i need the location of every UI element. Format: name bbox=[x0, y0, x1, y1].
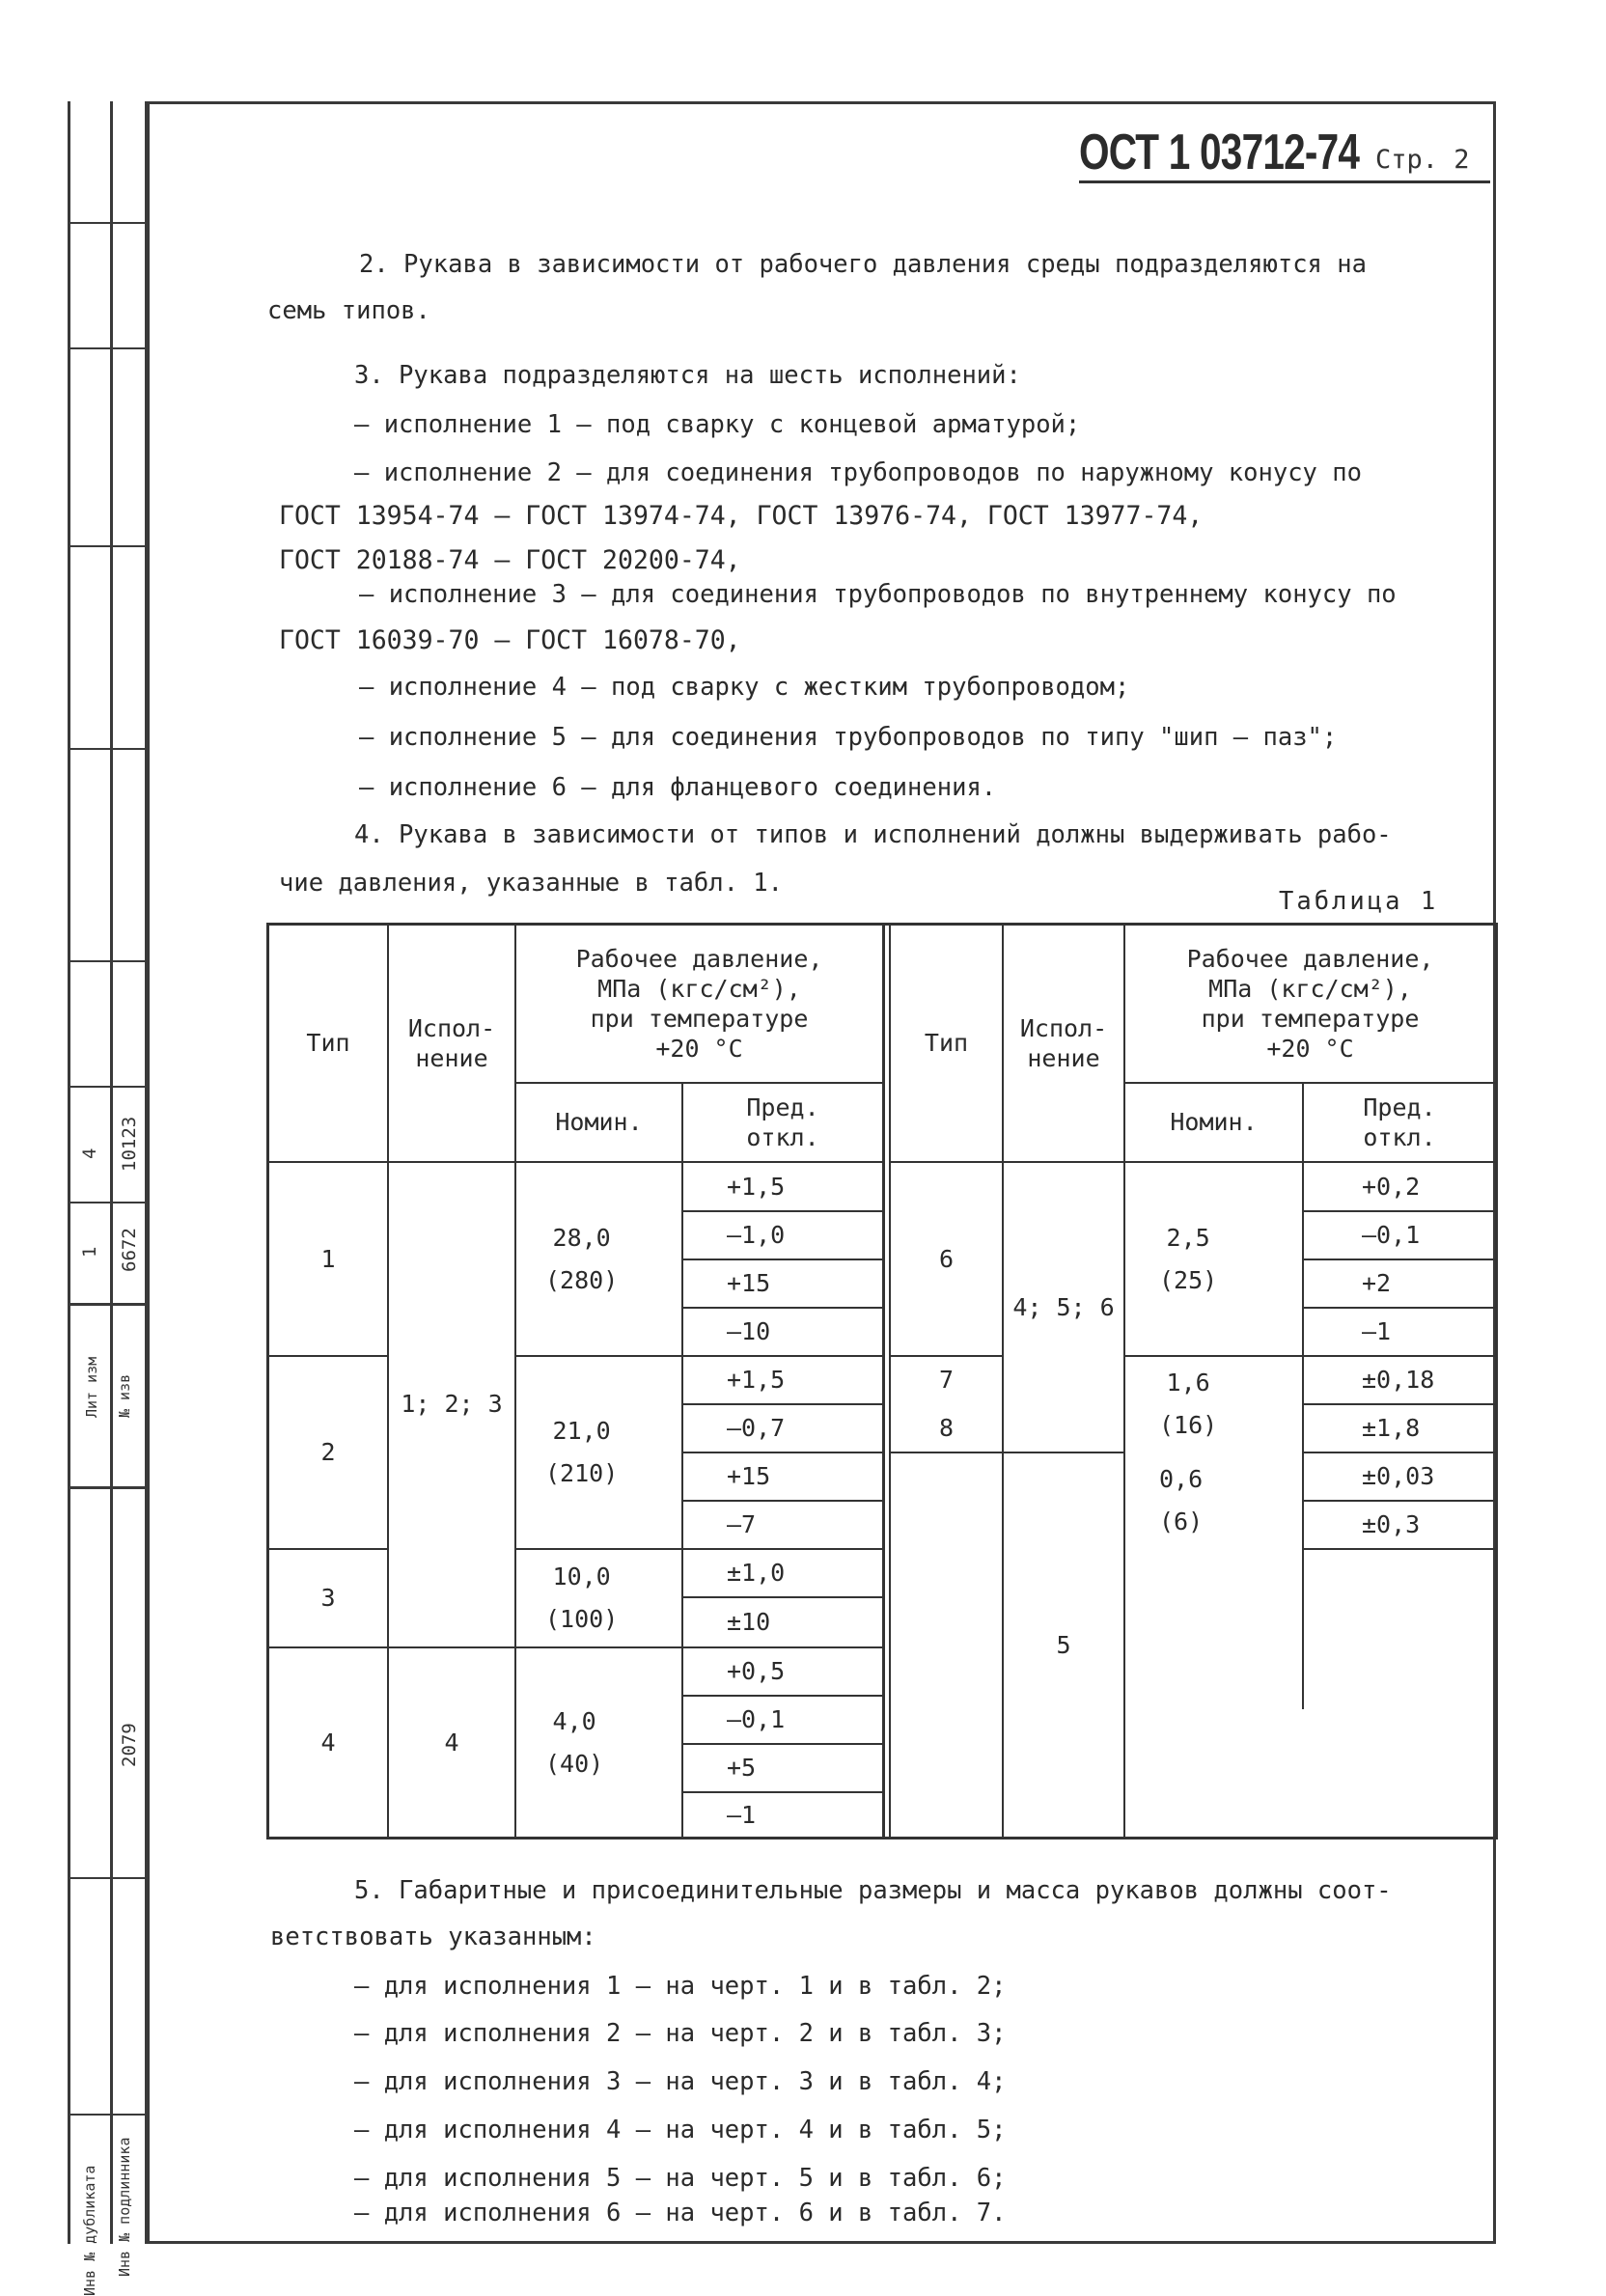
cell-nominal: 0,6 (6) bbox=[1159, 1465, 1204, 1535]
paragraph-line: – для исполнения 3 – на черт. 3 и в табл. 4; bbox=[354, 2067, 1007, 2096]
paragraph-line: ГОСТ 16039-70 – ГОСТ 16078-70, bbox=[279, 625, 741, 655]
cell-deviation: +15 bbox=[727, 1462, 771, 1491]
binding-strip bbox=[68, 101, 147, 2296]
table-caption: Таблица 1 bbox=[1279, 887, 1439, 916]
paragraph-line: семь типов. bbox=[267, 296, 430, 325]
cell-deviation: +15 bbox=[727, 1269, 771, 1298]
paragraph-line: – исполнение 2 – для соединения трубопроводов по наружному конусу по bbox=[354, 458, 1362, 487]
cell-deviation: –10 bbox=[727, 1317, 771, 1346]
cell-deviation: +1,5 bbox=[727, 1366, 786, 1395]
strip-sheet-no: 1 bbox=[79, 1246, 100, 1258]
paragraph-line: – исполнение 3 – для соединения трубопроводов по внутреннему конусу по bbox=[359, 580, 1397, 609]
header-nominal: Номин. bbox=[555, 1108, 643, 1137]
paragraph-line: – исполнение 4 – под сварку с жестким трубопроводом; bbox=[359, 673, 1130, 702]
paragraph-line: – исполнение 6 – для фланцевого соединения. bbox=[359, 773, 997, 802]
cell-deviation: –0,7 bbox=[727, 1414, 786, 1443]
cell-nominal: 21,0 (210) bbox=[545, 1417, 619, 1487]
pressure-table bbox=[266, 923, 1498, 1840]
cell-deviation: +0,5 bbox=[727, 1657, 786, 1686]
header-rule bbox=[1079, 180, 1490, 183]
paragraph-line: 2. Рукава в зависимости от рабочего давления среды подразделяются на bbox=[359, 250, 1367, 279]
cell-type: 1 bbox=[320, 1244, 336, 1273]
strip-doc-no: 6672 bbox=[119, 1228, 140, 1272]
header-variant: Испол- нение bbox=[407, 1013, 496, 1072]
cell-variant: 5 bbox=[1056, 1630, 1071, 1659]
paragraph-line: – для исполнения 2 – на черт. 2 и в табл. 3; bbox=[354, 2019, 1007, 2048]
cell-deviation: –1 bbox=[727, 1800, 757, 1829]
cell-type: 7 bbox=[938, 1366, 955, 1395]
cell-variant: 1; 2; 3 bbox=[401, 1390, 503, 1419]
header-deviation: Пред. откл. bbox=[746, 1093, 819, 1151]
cell-deviation: –0,1 bbox=[1362, 1221, 1421, 1250]
cell-deviation: ±1,0 bbox=[727, 1559, 786, 1588]
cell-type: 2 bbox=[320, 1438, 336, 1467]
paragraph-line: – для исполнения 5 – на черт. 5 и в табл. 6; bbox=[354, 2164, 1007, 2193]
strip-label-notice: № изв bbox=[116, 1373, 133, 1418]
paragraph-line: ветствовать указанным: bbox=[270, 1923, 596, 1951]
cell-variant: 4 bbox=[444, 1728, 459, 1757]
paragraph-line: 3. Рукава подразделяются на шесть исполнений: bbox=[354, 361, 1021, 390]
cell-type: 6 bbox=[938, 1244, 955, 1273]
paragraph-line: чие давления, указанные в табл. 1. bbox=[279, 869, 783, 898]
paragraph-line: 5. Габаритные и присоединительные размеры и масса рукавов должны соот- bbox=[354, 1876, 1392, 1905]
header-pressure: Рабочее давление, МПа (кгс/см²), при температуре +20 °С bbox=[575, 944, 823, 1064]
paragraph-line: ГОСТ 13954-74 – ГОСТ 13974-74, ГОСТ 13976-74, ГОСТ 13977-74, bbox=[279, 501, 1204, 531]
paragraph-line: 4. Рукава в зависимости от типов и исполнений должны выдерживать рабо- bbox=[354, 820, 1392, 849]
paragraph-line: – исполнение 1 – под сварку с концевой арматурой; bbox=[354, 410, 1081, 439]
strip-notice-no: 10123 bbox=[119, 1116, 140, 1172]
cell-deviation: ±0,03 bbox=[1362, 1462, 1435, 1491]
cell-deviation: ±0,18 bbox=[1362, 1366, 1435, 1395]
cell-nominal: 2,5 (25) bbox=[1159, 1223, 1218, 1294]
header-type: Тип bbox=[924, 1029, 969, 1058]
cell-type: 8 bbox=[938, 1414, 955, 1443]
cell-deviation: –0,1 bbox=[727, 1705, 786, 1734]
cell-deviation: ±0,3 bbox=[1362, 1510, 1421, 1539]
cell-variant: 4; 5; 6 bbox=[1012, 1292, 1115, 1321]
strip-inv-dubl: 2079 bbox=[119, 1723, 140, 1767]
header-nominal: Номин. bbox=[1170, 1108, 1258, 1137]
document-code: ОСТ 1 03712-74 bbox=[1079, 124, 1360, 180]
cell-deviation: ±1,8 bbox=[1362, 1414, 1421, 1443]
cell-deviation: +1,5 bbox=[727, 1172, 786, 1201]
cell-nominal: 28,0 (280) bbox=[545, 1223, 619, 1294]
cell-nominal: 10,0 (100) bbox=[545, 1563, 619, 1633]
cell-deviation: +2 bbox=[1362, 1269, 1392, 1298]
cell-deviation: ±10 bbox=[727, 1608, 771, 1637]
cell-type: 3 bbox=[320, 1584, 336, 1613]
paragraph-line: – для исполнения 6 – на черт. 6 и в табл. 7. bbox=[354, 2199, 1007, 2227]
cell-deviation: +0,2 bbox=[1362, 1172, 1421, 1201]
page-number: Стр. 2 bbox=[1375, 145, 1470, 175]
header-variant: Испол- нение bbox=[1019, 1013, 1108, 1072]
cell-deviation: –7 bbox=[727, 1510, 757, 1539]
cell-deviation: –1 bbox=[1362, 1317, 1392, 1346]
header-type: Тип bbox=[306, 1029, 350, 1058]
strip-label-inv-dubl: Инв № дубликата bbox=[81, 2165, 98, 2296]
cell-deviation: +5 bbox=[727, 1754, 757, 1783]
cell-type: 4 bbox=[320, 1728, 336, 1757]
strip-label-inv-orig: Инв № подлинника bbox=[116, 2137, 133, 2277]
header-deviation: Пред. откл. bbox=[1363, 1093, 1436, 1151]
cell-deviation: –1,0 bbox=[727, 1221, 786, 1250]
header-pressure: Рабочее давление, МПа (кгс/см²), при температуре +20 °С bbox=[1186, 944, 1434, 1064]
strip-label-lit: Лит изм bbox=[83, 1356, 100, 1418]
paragraph-line: – исполнение 5 – для соединения трубопроводов по типу "шип – паз"; bbox=[359, 723, 1338, 752]
cell-nominal: 1,6 (16) bbox=[1159, 1369, 1218, 1439]
paragraph-line: – для исполнения 4 – на черт. 4 и в табл. 5; bbox=[354, 2116, 1007, 2144]
paragraph-line: – для исполнения 1 – на черт. 1 и в табл. 2; bbox=[354, 1972, 1007, 2001]
cell-nominal: 4,0 (40) bbox=[545, 1706, 604, 1778]
paragraph-line: ГОСТ 20188-74 – ГОСТ 20200-74, bbox=[279, 545, 741, 575]
strip-change-no: 4 bbox=[79, 1148, 100, 1159]
